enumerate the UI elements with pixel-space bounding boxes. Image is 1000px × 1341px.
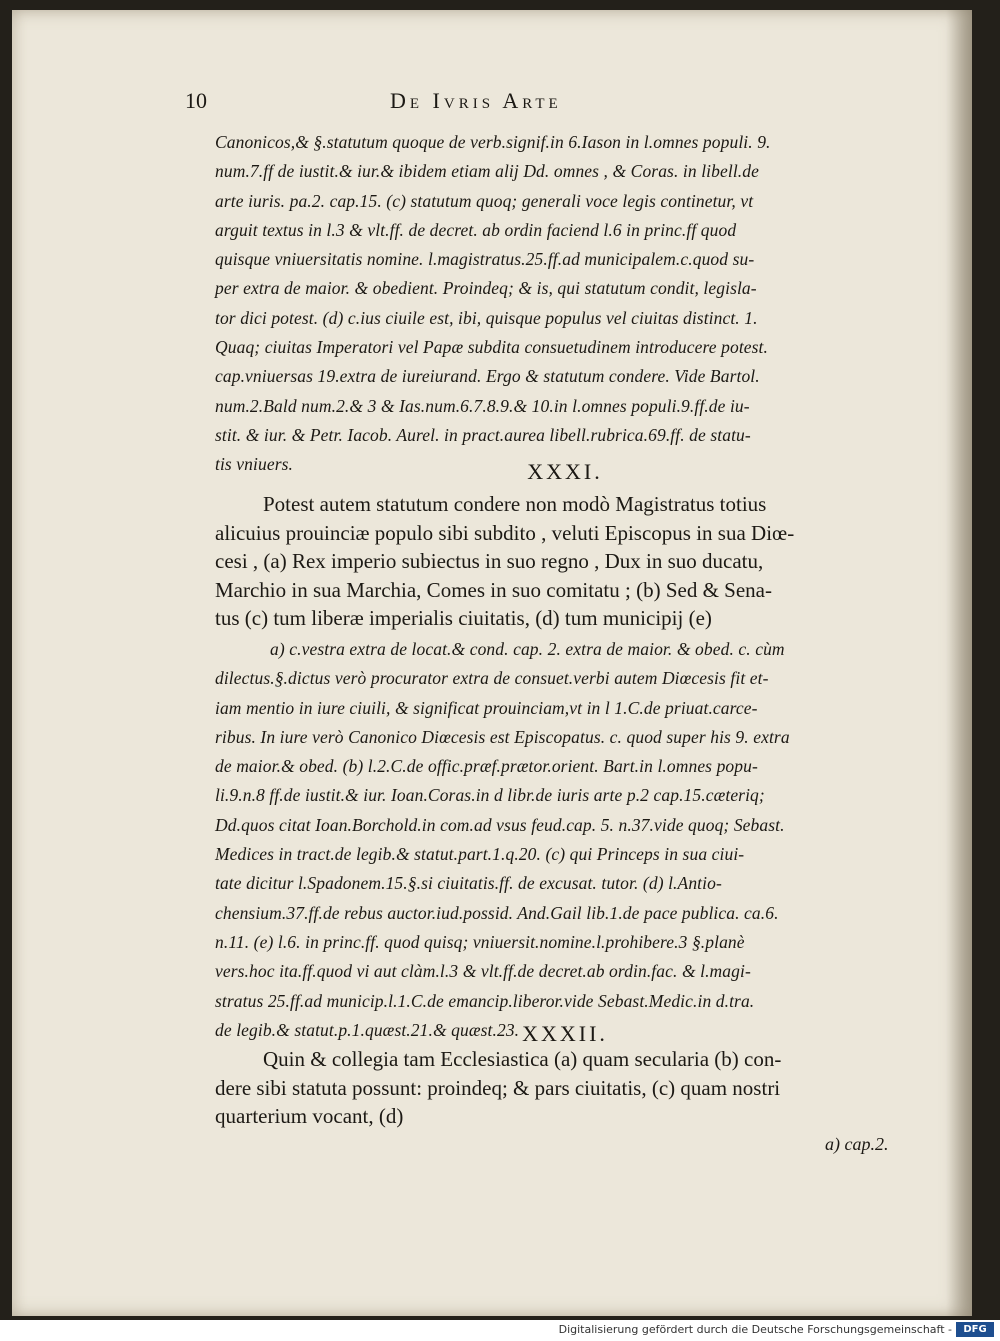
section-heading-32: XXXII. bbox=[522, 1021, 608, 1046]
note-line: stratus 25.ff.ad municip.l.1.C.de emancip.liberor.vide Sebast.Medic.in d.tra. bbox=[215, 990, 755, 1011]
text-line: Quin & collegia tam Ecclesiastica (a) quam secularia (b) con- bbox=[263, 1047, 782, 1071]
section-heading-31: XXXI. bbox=[527, 459, 603, 484]
text-line: Marchio in sua Marchia, Comes in suo comitatu ; (b) Sed & Sena- bbox=[215, 577, 772, 602]
note-line: cap.vniuersas 19.extra de iureiurand. Ergo & statutum condere. Vide Bartol. bbox=[215, 366, 760, 387]
note-line: li.9.n.8 ff.de iustit.& iur. Ioan.Coras.in d libr.de iuris arte p.2 cap.15.cæteriq; bbox=[215, 785, 765, 806]
note-line: de maior.& obed. (b) l.2.C.de offic.præf.prætor.orient. Bart.in l.omnes popu- bbox=[215, 756, 758, 777]
catchword: a) cap.2. bbox=[825, 1134, 889, 1154]
footer-bar bbox=[0, 1320, 1000, 1341]
note-line: Quaq; ciuitas Imperatori vel Papæ subdita consuetudinem introducere potest. bbox=[215, 337, 768, 358]
text-line: quarterium vocant, (d) bbox=[215, 1104, 404, 1129]
note-line: quisque vniuersitatis nomine. l.magistratus.25.ff.ad municipalem.c.quod su- bbox=[215, 249, 755, 270]
note-line: vers.hoc ita.ff.quod vi aut clàm.l.3 & vlt.ff.de decret.ab ordin.fac. & l.magi- bbox=[215, 961, 751, 982]
note-line: stit. & iur. & Petr. Iacob. Aurel. in pract.aurea libell.rubrica.69.ff. de statu- bbox=[215, 424, 751, 445]
funding-credit: Digitalisierung gefördert durch die Deutsche Forschungsgemeinschaft - bbox=[558, 1323, 952, 1336]
note-line: num.2.Bald num.2.& 3 & Ias.num.6.7.8.9.& 10.in l.omnes populi.9.ff.de iu- bbox=[215, 395, 750, 416]
note-line: a) c.vestra extra de locat.& cond. cap. 2. extra de maior. & obed. c. cùm bbox=[270, 639, 785, 659]
text-line: Potest autem statutum condere non modò Magistratus totius bbox=[263, 492, 767, 516]
text-line: tus (c) tum liberæ imperialis ciuitatis, (d) tum municipij (e) bbox=[215, 606, 712, 631]
text-line: alicuius prouinciæ populo sibi subdito , veluti Episcopus in sua Diœ- bbox=[215, 520, 795, 545]
note-line: num.7.ff de iustit.& iur.& ibidem etiam alij Dd. omnes , & Coras. in libell.de bbox=[215, 161, 759, 182]
footnotes-top bbox=[215, 128, 915, 480]
note-line: Medices in tract.de legib.& statut.part.1.q.20. (c) qui Princeps in sua ciui- bbox=[215, 844, 745, 865]
note-line: tate dicitur l.Spadonem.15.§.si ciuitatis.ff. de excusat. tutor. (d) l.Antio- bbox=[215, 873, 722, 894]
section-32-text bbox=[215, 1045, 915, 1131]
note-line: Dd.quos citat Ioan.Borchold.in com.ad vsus feud.cap. 5. n.37.vide quoq; Sebast. bbox=[215, 814, 785, 835]
note-line: per extra de maior. & obedient. Proindeq; & is, qui statutum condit, legisla- bbox=[215, 278, 757, 299]
note-line: tor dici potest. (d) c.ius ciuile est, ibi, quisque populus vel ciuitas distinct. 1. bbox=[215, 307, 758, 328]
page-edge-shadow bbox=[946, 10, 972, 1316]
note-line: de legib.& statut.p.1.quæst.21.& quæst.23. bbox=[215, 1019, 520, 1040]
note-line: arguit textus in l.3 & vlt.ff. de decret. ab ordin faciend l.6 in princ.ff quod bbox=[215, 219, 737, 240]
note-line: Canonicos,& §.statutum quoque de verb.signif.in 6.Iason in l.omnes populi. 9. bbox=[215, 132, 771, 152]
page-header bbox=[185, 88, 905, 118]
note-line: dilectus.§.dictus verò procurator extra de consuet.verbi autem Diœcesis fit et- bbox=[215, 668, 769, 689]
running-title: De Ivris Arte bbox=[390, 88, 562, 113]
section-31-text bbox=[215, 490, 915, 633]
note-line: tis vniuers. bbox=[215, 454, 294, 475]
text-line: dere sibi statuta possunt: proindeq; & pars ciuitatis, (c) quam nostri bbox=[215, 1075, 781, 1100]
note-line: n.11. (e) l.6. in princ.ff. quod quisq; vniuersit.nomine.l.prohibere.3 §.planè bbox=[215, 931, 745, 952]
note-line: ribus. In iure verò Canonico Diœcesis est Episcopatus. c. quod super his 9. extra bbox=[215, 726, 790, 747]
page-number: 10 bbox=[185, 88, 207, 113]
note-line: chensium.37.ff.de rebus auctor.iud.possid. And.Gail lib.1.de pace publica. ca.6. bbox=[215, 902, 779, 923]
section-31-notes bbox=[215, 635, 915, 1045]
text-line: cesi , (a) Rex imperio subiectus in suo regno , Dux in suo ducatu, bbox=[215, 549, 764, 574]
dfg-logo: DFG bbox=[956, 1322, 994, 1337]
note-line: arte iuris. pa.2. cap.15. (c) statutum quoq; generali voce legis continetur, vt bbox=[215, 190, 754, 211]
note-line: iam mentio in iure ciuili, & significat prouinciam,vt in l 1.C.de priuat.carce- bbox=[215, 697, 758, 718]
